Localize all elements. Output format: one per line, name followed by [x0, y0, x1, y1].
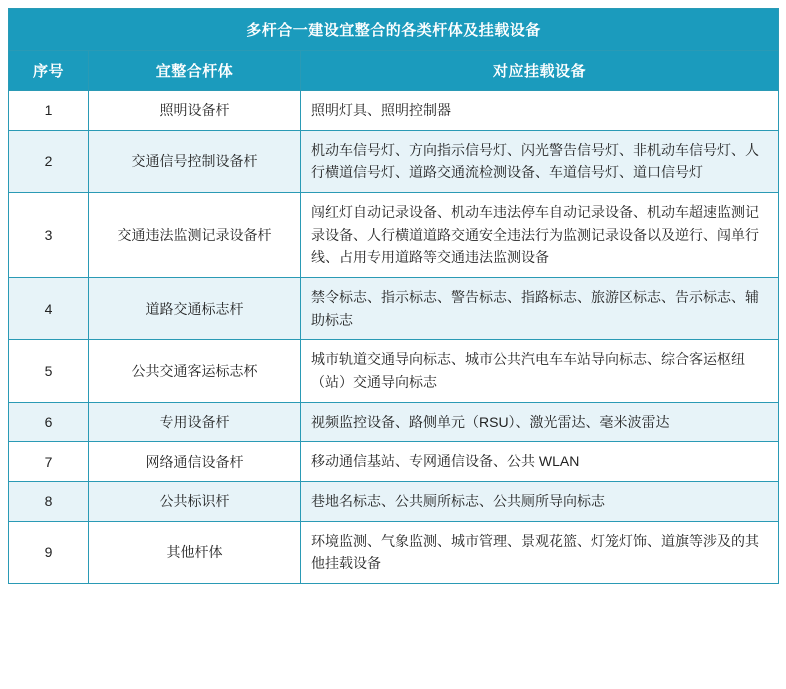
- row-devices: 照明灯具、照明控制器: [301, 91, 779, 131]
- row-pole-type: 网络通信设备杆: [89, 442, 301, 482]
- row-devices: 移动通信基站、专网通信设备、公共 WLAN: [301, 442, 779, 482]
- row-number: 5: [9, 340, 89, 402]
- row-pole-type: 公共交通客运标志杯: [89, 340, 301, 402]
- table-title: 多杆合一建设宜整合的各类杆体及挂载设备: [9, 9, 779, 51]
- table-row: [9, 521, 779, 583]
- row-pole-type: 照明设备杆: [89, 91, 301, 131]
- row-number: 9: [9, 521, 89, 583]
- row-number: 8: [9, 482, 89, 522]
- table-row: [9, 130, 779, 192]
- table-row: [9, 442, 779, 482]
- row-number: 6: [9, 402, 89, 442]
- row-pole-type: 专用设备杆: [89, 402, 301, 442]
- table-header-row: [9, 51, 779, 91]
- row-pole-type: 道路交通标志杆: [89, 278, 301, 340]
- table-row: [9, 193, 779, 278]
- row-number: 2: [9, 130, 89, 192]
- pole-integration-table: [8, 8, 779, 584]
- table-row: [9, 91, 779, 131]
- row-pole-type: 其他杆体: [89, 521, 301, 583]
- column-header-no: 序号: [9, 51, 89, 91]
- row-devices: 禁令标志、指示标志、警告标志、指路标志、旅游区标志、告示标志、辅助标志: [301, 278, 779, 340]
- row-pole-type: 交通信号控制设备杆: [89, 130, 301, 192]
- row-devices: 视频监控设备、路侧单元（RSU）、激光雷达、毫米波雷达: [301, 402, 779, 442]
- row-number: 7: [9, 442, 89, 482]
- row-devices: 环境监测、气象监测、城市管理、景观花篮、灯笼灯饰、道旗等涉及的其他挂载设备: [301, 521, 779, 583]
- column-header-pole: 宜整合杆体: [89, 51, 301, 91]
- table-container: [8, 8, 778, 584]
- row-pole-type: 公共标识杆: [89, 482, 301, 522]
- table-row: [9, 278, 779, 340]
- table-row: [9, 340, 779, 402]
- table-row: [9, 402, 779, 442]
- row-devices: 机动车信号灯、方向指示信号灯、闪光警告信号灯、非机动车信号灯、人行横道信号灯、道路交通流检测设备、车道信号灯、道口信号灯: [301, 130, 779, 192]
- row-number: 1: [9, 91, 89, 131]
- table-title-row: [9, 9, 779, 51]
- column-header-device: 对应挂载设备: [301, 51, 779, 91]
- row-number: 3: [9, 193, 89, 278]
- row-devices: 城市轨道交通导向标志、城市公共汽电车车站导向标志、综合客运枢纽（站）交通导向标志: [301, 340, 779, 402]
- table-row: [9, 482, 779, 522]
- row-devices: 闯红灯自动记录设备、机动车违法停车自动记录设备、机动车超速监测记录设备、人行横道道路交通安全违法行为监测记录设备以及逆行、闯单行线、占用专用道路等交通违法监测设备: [301, 193, 779, 278]
- row-number: 4: [9, 278, 89, 340]
- row-pole-type: 交通违法监测记录设备杆: [89, 193, 301, 278]
- row-devices: 巷地名标志、公共厕所标志、公共厕所导向标志: [301, 482, 779, 522]
